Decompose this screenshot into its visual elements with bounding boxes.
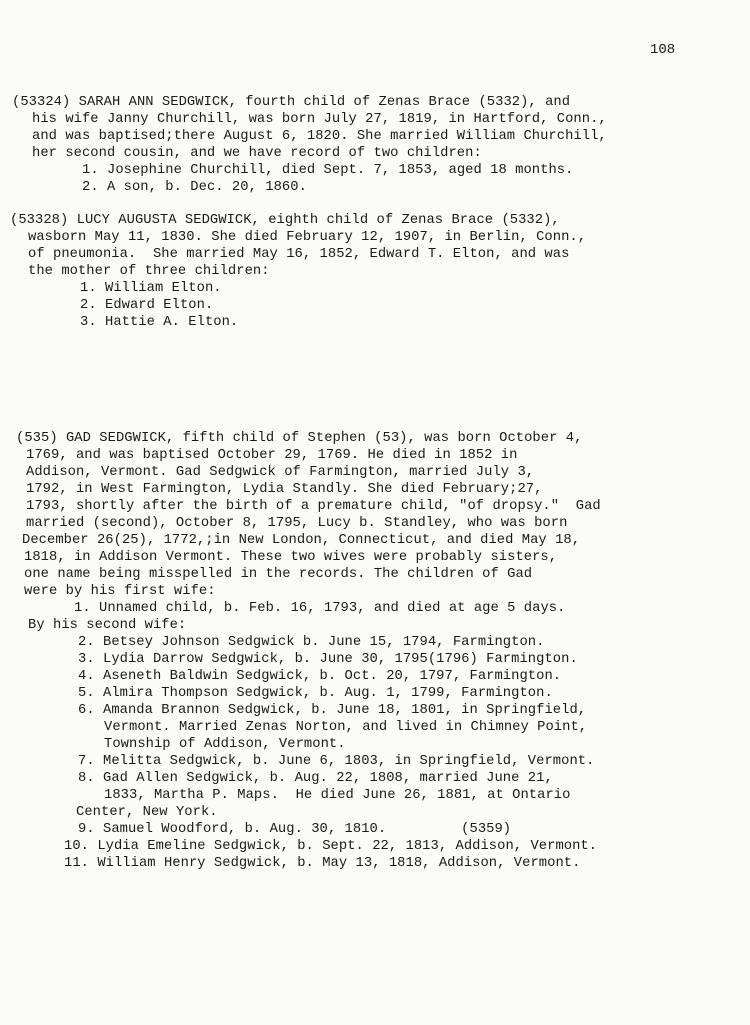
list-item: 1. Unnamed child, b. Feb. 16, 1793, and died at age 5 days. xyxy=(74,601,566,616)
text-line: (53324) SARAH ANN SEDGWICK, fourth child of Zenas Brace (5332), and xyxy=(12,95,571,110)
list-item: 3. Lydia Darrow Sedgwick, b. June 30, 1795(1796) Farmington. xyxy=(78,652,578,667)
text-line: Addison, Vermont. Gad Sedgwick of Farmington, married July 3, xyxy=(26,465,535,480)
text-line: December 26(25), 1772,;in New London, Connecticut, and died May 18, xyxy=(22,533,581,548)
text-line: Vermont. Married Zenas Norton, and lived in Chimney Point, xyxy=(104,720,588,735)
list-item: 10. Lydia Emeline Sedgwick, b. Sept. 22, 1813, Addison, Vermont. xyxy=(64,839,598,854)
text-line: the mother of three children: xyxy=(28,264,270,279)
list-item: 1. Josephine Churchill, died Sept. 7, 1853, aged 18 months. xyxy=(82,163,574,178)
list-item: 8. Gad Allen Sedgwick, b. Aug. 22, 1808, married June 21, xyxy=(78,771,553,786)
text-line: Township of Addison, Vermont. xyxy=(104,737,346,752)
text-line: his wife Janny Churchill, was born July 27, 1819, in Hartford, Conn., xyxy=(32,112,607,127)
list-item: 2. A son, b. Dec. 20, 1860. xyxy=(82,180,307,195)
list-item: 11. William Henry Sedgwick, b. May 13, 1818, Addison, Vermont. xyxy=(64,856,581,871)
list-item: 1. William Elton. xyxy=(80,281,222,296)
text-line: of pneumonia. She married May 16, 1852, Edward T. Elton, and was xyxy=(28,247,570,262)
list-item: 3. Hattie A. Elton. xyxy=(80,315,239,330)
list-item: 9. Samuel Woodford, b. Aug. 30, 1810. (5359) xyxy=(78,822,512,837)
list-item: 7. Melitta Sedgwick, b. June 6, 1803, in Springfield, Vermont. xyxy=(78,754,595,769)
text-line: 1818, in Addison Vermont. These two wives were probably sisters, xyxy=(24,550,558,565)
list-item: 2. Betsey Johnson Sedgwick b. June 15, 1794, Farmington. xyxy=(78,635,545,650)
text-line: Center, New York. xyxy=(76,805,218,820)
text-line: married (second), October 8, 1795, Lucy b. Standley, who was born xyxy=(26,516,568,531)
text-line: By his second wife: xyxy=(28,618,187,633)
list-item: 4. Aseneth Baldwin Sedgwick, b. Oct. 20, 1797, Farmington. xyxy=(78,669,562,684)
text-line: her second cousin, and we have record of two children: xyxy=(32,146,482,161)
text-line: one name being misspelled in the records. The children of Gad xyxy=(24,567,533,582)
text-line: were by his first wife: xyxy=(24,584,216,599)
text-line: 1792, in West Farmington, Lydia Standly. She died February;27, xyxy=(26,482,543,497)
list-item: 2. Edward Elton. xyxy=(80,298,214,313)
text-line: 1769, and was baptised October 29, 1769. He died in 1852 in xyxy=(26,448,518,463)
page-number: 108 xyxy=(650,42,676,58)
text-line: (53328) LUCY AUGUSTA SEDGWICK, eighth child of Zenas Brace (5332), xyxy=(10,213,560,228)
text-line: (535) GAD SEDGWICK, fifth child of Stephen (53), was born October 4, xyxy=(16,431,583,446)
list-item: 6. Amanda Brannon Sedgwick, b. June 18, 1801, in Springfield, xyxy=(78,703,587,718)
text-line: and was baptised;there August 6, 1820. She married William Churchill, xyxy=(32,129,607,144)
text-line: 1793, shortly after the birth of a premature child, "of dropsy." Gad xyxy=(26,499,601,514)
text-line: wasborn May 11, 1830. She died February 12, 1907, in Berlin, Conn., xyxy=(28,230,587,245)
text-line: 1833, Martha P. Maps. He died June 26, 1881, at Ontario xyxy=(104,788,571,803)
list-item: 5. Almira Thompson Sedgwick, b. Aug. 1, 1799, Farmington. xyxy=(78,686,553,701)
